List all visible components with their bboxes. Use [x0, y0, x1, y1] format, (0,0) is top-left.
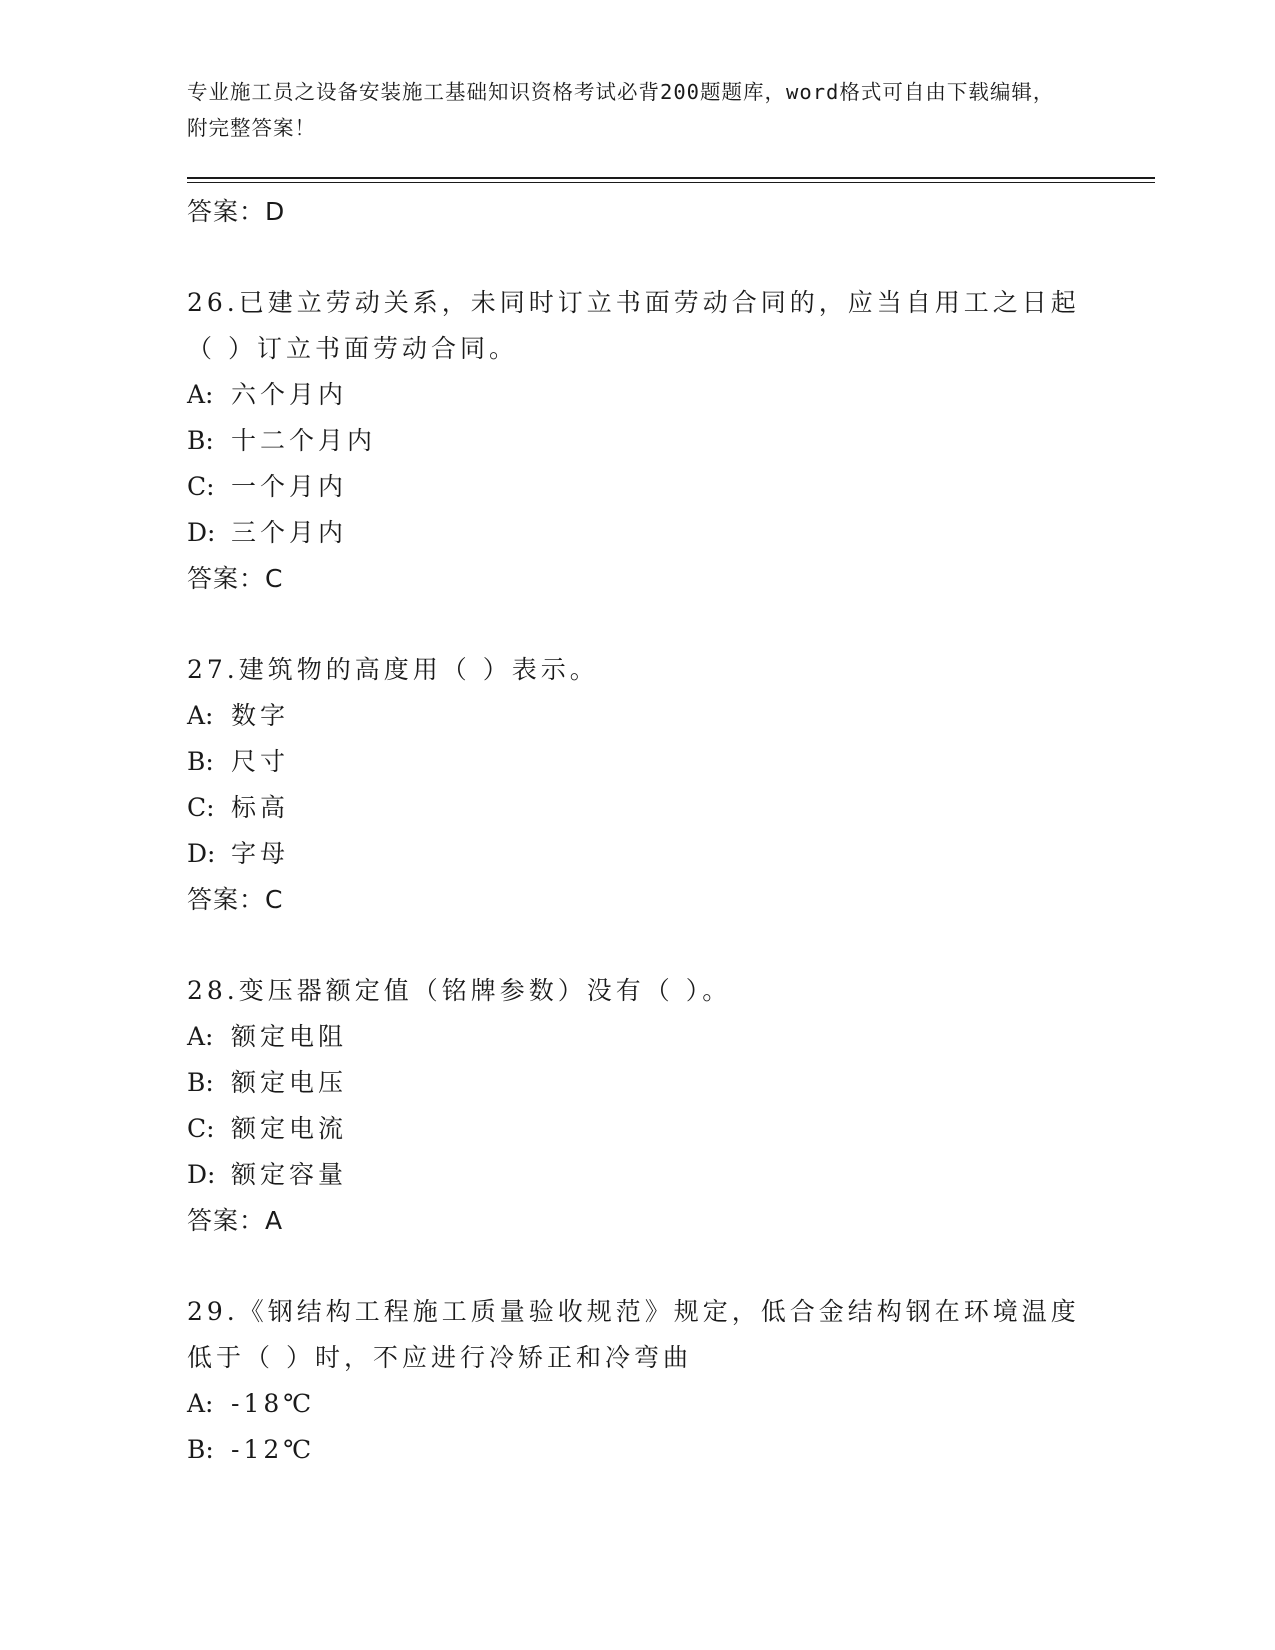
header-rule-thick — [187, 177, 1155, 179]
option-b — [187, 739, 1087, 785]
question-stem-cont: （ ）订立书面劳动合同。 — [187, 334, 518, 363]
option-label: C: — [187, 793, 215, 822]
option-label: D: — [187, 839, 216, 868]
option-b — [187, 1427, 1087, 1473]
option-label: A: — [187, 1022, 214, 1051]
option-text: 标高 — [231, 793, 290, 822]
option-d — [187, 831, 1087, 877]
header-rule-thin — [187, 182, 1155, 183]
question-stem: 28.变压器额定值（铭牌参数）没有（ ）。 — [187, 976, 732, 1005]
option-label: B: — [187, 1435, 214, 1464]
question-28 — [187, 968, 1087, 1244]
option-text: 额定容量 — [231, 1160, 348, 1189]
option-b — [187, 1060, 1087, 1106]
option-text: 额定电流 — [231, 1114, 348, 1143]
option-text: -12℃ — [231, 1435, 316, 1464]
option-text: 十二个月内 — [231, 426, 377, 455]
option-text: -18℃ — [231, 1389, 316, 1418]
question-26 — [187, 280, 1087, 602]
option-c — [187, 1106, 1087, 1152]
prev-answer: 答案：D — [187, 197, 286, 226]
option-label: B: — [187, 426, 214, 455]
option-text: 数字 — [231, 701, 290, 730]
option-text: 一个月内 — [231, 472, 348, 501]
option-text: 额定电阻 — [231, 1022, 348, 1051]
option-text: 额定电压 — [231, 1068, 348, 1097]
option-label: D: — [187, 518, 216, 547]
option-label: A: — [187, 701, 214, 730]
question-29 — [187, 1289, 1087, 1473]
option-a — [187, 1381, 1087, 1427]
option-d — [187, 1152, 1087, 1198]
question-list — [187, 189, 1087, 1473]
option-text: 尺寸 — [231, 747, 290, 776]
option-c — [187, 785, 1087, 831]
page-header: 专业施工员之设备安装施工基础知识资格考试必背200题题库，word格式可自由下载编辑，附完整答案！ — [187, 80, 1055, 140]
option-label: B: — [187, 1068, 214, 1097]
option-label: A: — [187, 1389, 214, 1418]
answer: 答案：C — [187, 564, 284, 593]
option-a — [187, 693, 1087, 739]
option-a — [187, 1014, 1087, 1060]
question-27 — [187, 647, 1087, 923]
option-d — [187, 510, 1087, 556]
option-label: A: — [187, 380, 214, 409]
option-c — [187, 464, 1087, 510]
option-text: 六个月内 — [231, 380, 348, 409]
option-text: 字母 — [231, 839, 290, 868]
option-label: C: — [187, 1114, 215, 1143]
answer: 答案：A — [187, 1206, 284, 1235]
option-label: C: — [187, 472, 215, 501]
question-stem: 26.已建立劳动关系，未同时订立书面劳动合同的，应当自用工之日起 — [187, 288, 1080, 317]
option-label: B: — [187, 747, 214, 776]
question-stem: 29.《钢结构工程施工质量验收规范》规定，低合金结构钢在环境温度 — [187, 1297, 1080, 1326]
question-stem: 27.建筑物的高度用（ ）表示。 — [187, 655, 599, 684]
question-stem-cont: 低于（ ）时，不应进行冷矫正和冷弯曲 — [187, 1343, 692, 1372]
answer: 答案：C — [187, 885, 284, 914]
option-text: 三个月内 — [231, 518, 348, 547]
option-a — [187, 372, 1087, 418]
option-label: D: — [187, 1160, 216, 1189]
option-b — [187, 418, 1087, 464]
